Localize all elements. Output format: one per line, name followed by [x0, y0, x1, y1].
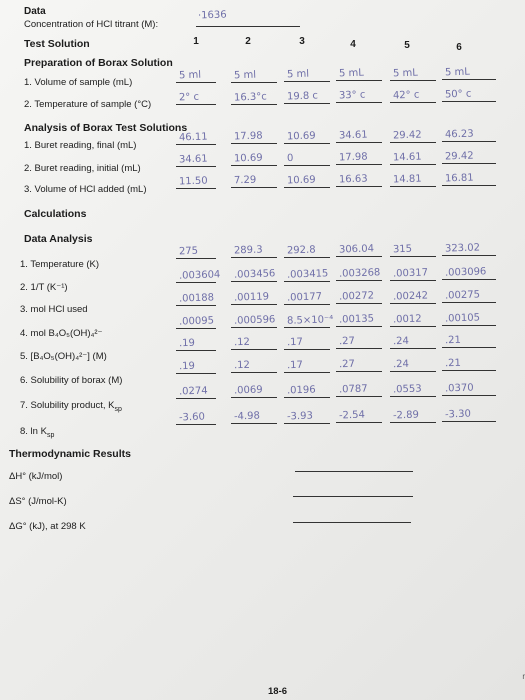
answer-underline — [336, 256, 382, 257]
handwritten-value: 5 ml — [286, 68, 310, 81]
handwritten-value: 5 ml — [178, 69, 202, 82]
answer-underline — [442, 347, 496, 348]
handwritten-value: .21 — [444, 358, 462, 370]
calculations-title: Calculations — [24, 208, 87, 220]
delta-h-blank-line — [295, 471, 413, 472]
prep-section-title: Preparation of Borax Solution — [24, 57, 173, 69]
handwritten-value: .0196 — [286, 384, 316, 397]
handwritten-value: 11.50 — [178, 175, 208, 188]
handwritten-value: .27 — [338, 359, 356, 371]
answer-underline — [442, 141, 496, 142]
handwritten-value: 5 ml — [233, 69, 257, 81]
handwritten-value: .24 — [392, 335, 410, 348]
analysis-data-row-label: 1. Temperature (K) — [20, 259, 100, 270]
handwritten-value: 17.98 — [233, 130, 263, 143]
analysis-data-row-label: 5. [B₄O₅(OH)₄²⁻] (M) — [20, 351, 107, 362]
handwritten-value: .00105 — [444, 312, 481, 325]
handwritten-value: .003456 — [233, 268, 276, 282]
answer-underline — [442, 255, 496, 256]
handwritten-value: 19.8 c — [286, 90, 319, 103]
answer-underline — [231, 143, 277, 144]
handwritten-value: .19 — [178, 360, 196, 373]
handwritten-value: 323.02 — [444, 242, 481, 255]
column-number-6: 6 — [456, 42, 462, 53]
answer-underline — [284, 165, 330, 166]
analysis-row-label: 3. Volume of HCl added (mL) — [24, 184, 147, 195]
handwritten-value: -3.93 — [286, 410, 314, 423]
handwritten-value: .003415 — [286, 268, 329, 281]
handwritten-value: 306.04 — [338, 243, 375, 256]
handwritten-value: .00188 — [178, 292, 215, 305]
handwritten-value: .17 — [286, 336, 304, 349]
answer-underline — [231, 349, 277, 350]
answer-underline — [442, 163, 496, 164]
answer-underline — [442, 185, 496, 186]
column-number-5: 5 — [404, 40, 410, 51]
handwritten-value: -3.60 — [178, 411, 206, 424]
answer-underline — [231, 304, 277, 305]
answer-underline — [231, 423, 277, 424]
handwritten-value: -3.30 — [444, 408, 472, 421]
handwritten-value: 17.98 — [338, 151, 368, 164]
analysis-data-row-label: 3. mol HCl used — [20, 304, 88, 315]
answer-underline — [231, 187, 277, 188]
answer-underline — [336, 348, 382, 349]
answer-underline — [442, 101, 496, 102]
page-edge-mark: r — [522, 672, 525, 681]
handwritten-value: 46.11 — [178, 131, 208, 144]
handwritten-value: 29.42 — [444, 150, 474, 163]
handwritten-value: 275 — [178, 245, 199, 258]
handwritten-value: -4.98 — [233, 410, 261, 423]
answer-underline — [231, 397, 277, 398]
handwritten-value: 315 — [392, 243, 413, 256]
answer-underline — [336, 326, 382, 327]
handwritten-value: .12 — [233, 337, 251, 349]
handwritten-value: .21 — [444, 335, 462, 347]
answer-underline — [336, 303, 382, 304]
handwritten-value: .19 — [178, 337, 196, 350]
handwritten-value: .003096 — [444, 266, 487, 280]
handwritten-value: 16.63 — [338, 173, 368, 186]
answer-underline — [442, 370, 496, 371]
handwritten-value: 0 — [286, 152, 294, 164]
handwritten-value: 7.29 — [233, 175, 257, 187]
column-number-3: 3 — [299, 36, 305, 47]
answer-underline — [231, 257, 277, 258]
column-number-1: 1 — [193, 36, 199, 47]
delta-g-blank-line — [293, 522, 411, 523]
handwritten-value: .0787 — [338, 383, 368, 396]
handwritten-value: 10.69 — [233, 152, 263, 165]
answer-underline — [442, 302, 496, 303]
analysis-data-row-label: 4. mol B₄O₅(OH)₄²⁻ — [20, 328, 103, 339]
thermo-section-title: Thermodynamic Results — [9, 448, 131, 460]
handwritten-value: 29.42 — [392, 129, 422, 142]
handwritten-value: 16.81 — [444, 172, 474, 185]
handwritten-value: 5 mL — [392, 67, 419, 80]
answer-underline — [336, 371, 382, 372]
answer-underline — [336, 186, 382, 187]
handwritten-value: 289.3 — [233, 244, 263, 257]
handwritten-value: .00119 — [233, 291, 270, 304]
answer-underline — [442, 79, 496, 80]
handwritten-value: 42° c — [392, 89, 420, 102]
handwritten-value: .24 — [392, 358, 410, 371]
handwritten-value: .003268 — [338, 267, 381, 281]
answer-underline — [336, 80, 382, 81]
answer-underline — [231, 165, 277, 166]
handwritten-value: .00317 — [392, 267, 429, 280]
prep-row-label: 2. Temperature of sample (°C) — [24, 99, 152, 110]
handwritten-value: .17 — [286, 359, 304, 372]
answer-underline — [442, 325, 496, 326]
page-number: 18-6 — [268, 686, 288, 697]
handwritten-value: .12 — [233, 360, 251, 372]
column-number-2: 2 — [245, 36, 251, 47]
answer-underline — [336, 164, 382, 165]
thermo-delta-g-label: ΔG° (kJ), at 298 K — [9, 521, 86, 532]
handwritten-value: -2.54 — [338, 409, 366, 422]
answer-underline — [336, 142, 382, 143]
handwritten-value: .00275 — [444, 289, 481, 302]
analysis-data-row-label: 2. 1/T (K⁻¹) — [20, 282, 68, 293]
prep-row-label: 1. Volume of sample (mL) — [24, 77, 133, 88]
handwritten-value: .0274 — [178, 385, 208, 398]
answer-underline — [442, 395, 496, 396]
analysis-data-row-label: 7. Solubility product, $K_{sp}$ — [20, 400, 122, 413]
answer-underline — [231, 372, 277, 373]
handwritten-value: 10.69 — [286, 130, 316, 143]
handwritten-value: .27 — [338, 336, 356, 348]
handwritten-value: 2° c — [178, 91, 200, 104]
handwritten-value: .00177 — [286, 291, 323, 304]
handwritten-value: .0553 — [392, 383, 422, 396]
delta-s-blank-line — [293, 496, 413, 497]
handwritten-value: .0370 — [444, 382, 474, 395]
handwritten-value: 5 mL — [338, 67, 365, 80]
handwritten-value: 292.8 — [286, 244, 316, 257]
answer-underline — [442, 421, 496, 422]
analysis-section-title: Analysis of Borax Test Solutions — [24, 122, 188, 134]
handwritten-value: 10.69 — [286, 174, 316, 187]
hcl-concentration-value: ·1636 — [197, 9, 227, 22]
data-analysis-title: Data Analysis — [24, 233, 93, 245]
analysis-data-row-label: 6. Solubility of borax (M) — [20, 375, 123, 386]
handwritten-value: 5 mL — [444, 66, 471, 79]
answer-underline — [336, 396, 382, 397]
analysis-data-row-label: 8. $\ln K_{sp}$ — [20, 426, 55, 439]
handwritten-value: 16.3°c — [233, 90, 267, 104]
analysis-row-label: 1. Buret reading, final (mL) — [24, 140, 137, 151]
handwritten-value: 46.23 — [444, 128, 474, 141]
handwritten-value: .000596 — [233, 314, 276, 328]
handwritten-value: .00135 — [338, 313, 375, 326]
handwritten-value: 8.5×10⁻⁴ — [286, 314, 334, 327]
handwritten-value: .00095 — [178, 315, 215, 328]
handwritten-value: .00242 — [392, 290, 429, 303]
handwritten-value: 33° c — [338, 89, 366, 102]
concentration-blank-line — [196, 26, 300, 27]
handwritten-value: .0012 — [392, 313, 422, 326]
analysis-row-label: 2. Buret reading, initial (mL) — [24, 163, 141, 174]
thermo-delta-h-label: ΔH° (kJ/mol) — [9, 471, 63, 482]
handwritten-value: 14.61 — [392, 151, 422, 164]
test-solution-header: Test Solution — [24, 38, 90, 50]
handwritten-value: 14.81 — [392, 173, 422, 186]
thermo-delta-s-label: ΔS° (J/mol-K) — [9, 496, 67, 507]
data-heading: Data — [24, 6, 46, 17]
handwritten-value: .0069 — [233, 384, 263, 397]
handwritten-value: 34.61 — [338, 129, 368, 142]
handwritten-value: .003604 — [178, 269, 221, 282]
column-number-4: 4 — [350, 39, 356, 50]
handwritten-value: .00272 — [338, 290, 375, 303]
handwritten-value: 50° c — [444, 88, 472, 101]
handwritten-value: 34.61 — [178, 153, 208, 166]
handwritten-value: -2.89 — [392, 409, 420, 422]
answer-underline — [336, 422, 382, 423]
hcl-concentration-label: Concentration of HCl titrant (M): — [24, 19, 159, 30]
answer-underline — [336, 102, 382, 103]
